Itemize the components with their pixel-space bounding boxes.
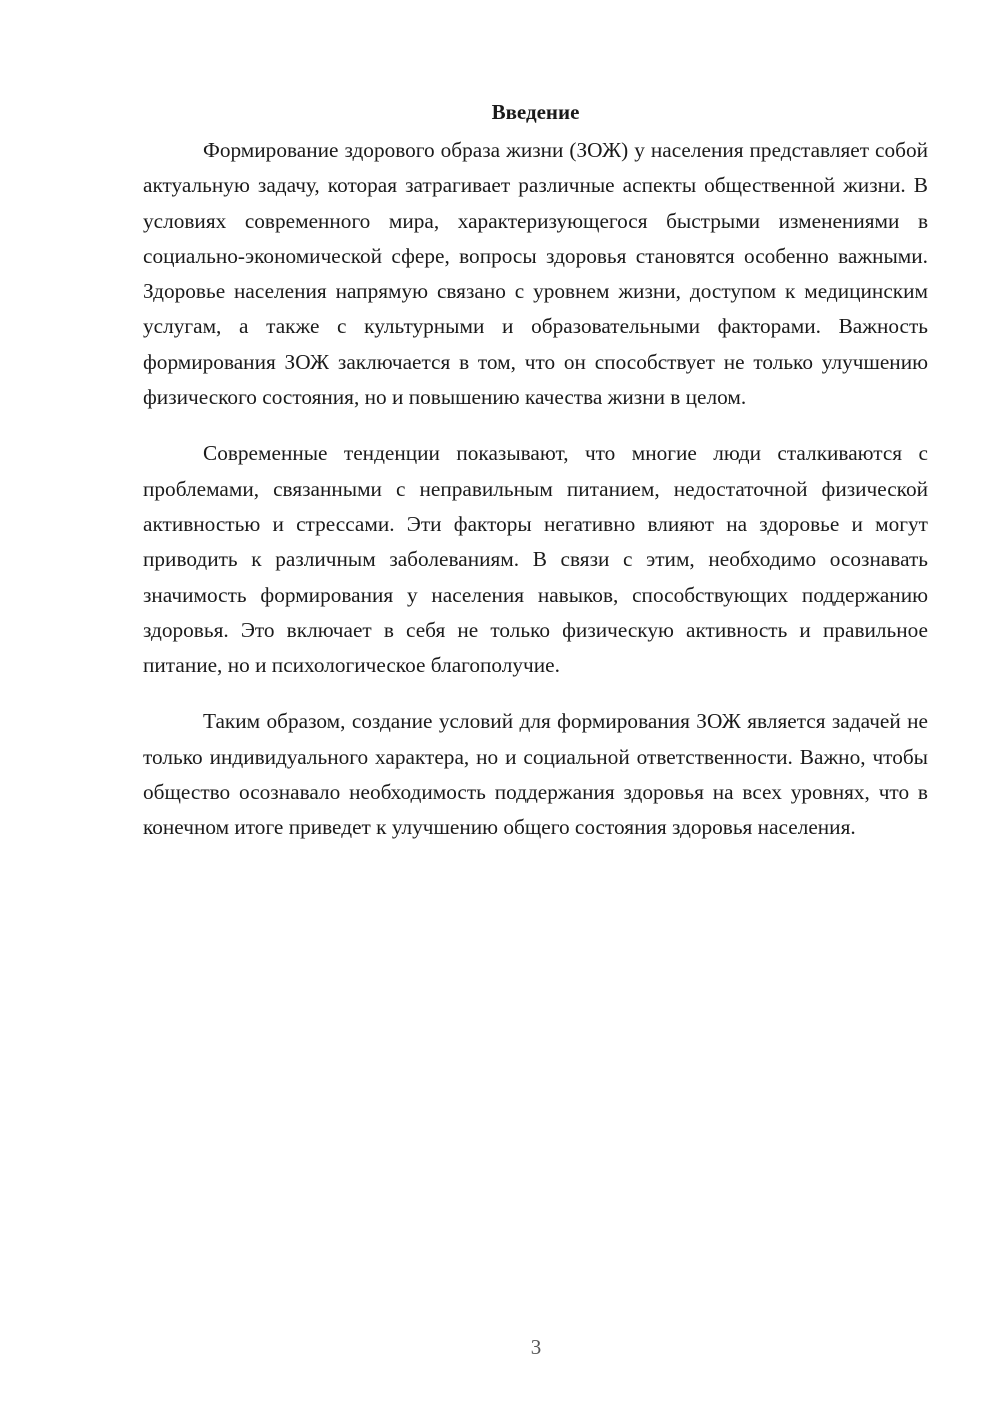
section-heading: Введение	[491, 100, 580, 124]
paragraph-2: Современные тенденции показывают, что многие люди сталкиваются с проблемами, связанными с неправильным питанием, недостаточной физической активностью и стрессами. Эти факторы негативно влияют на здоровье и могут приводить к различным заболеваниям. В связи с этим, необходимо осознавать значимость формирования у населения навыков, способствующих поддержанию здоровья. Это включает в себя не только физическую активность и правильное питание, но и психологическое благополучие.	[143, 441, 928, 678]
paragraph-3: Таким образом, создание условий для формирования ЗОЖ является задачей не только индивидуального характера, но и социальной ответственности. Важно, чтобы общество осознавало необходимость поддержания здоровья на всех уровнях, что в конечном итоге приведет к улучшению общего состояния здоровья населения.	[143, 709, 928, 840]
page-content	[143, 97, 928, 867]
paragraph-1: Формирование здорового образа жизни (ЗОЖ) у населения представляет собой актуальную задачу, которая затрагивает различные аспекты общественной жизни. В условиях современного мира, характеризующегося быстрыми изменениями в социально-экономической сфере, вопросы здоровья становятся особенно важными. Здоровье населения напрямую связано с уровнем жизни, доступом к медицинским услугам, а также с культурными и образовательными факторами. Важность формирования ЗОЖ заключается в том, что он способствует не только улучшению физического состояния, но и повышению качества жизни в целом.	[143, 138, 928, 410]
page-number: 3	[530, 1335, 542, 1359]
